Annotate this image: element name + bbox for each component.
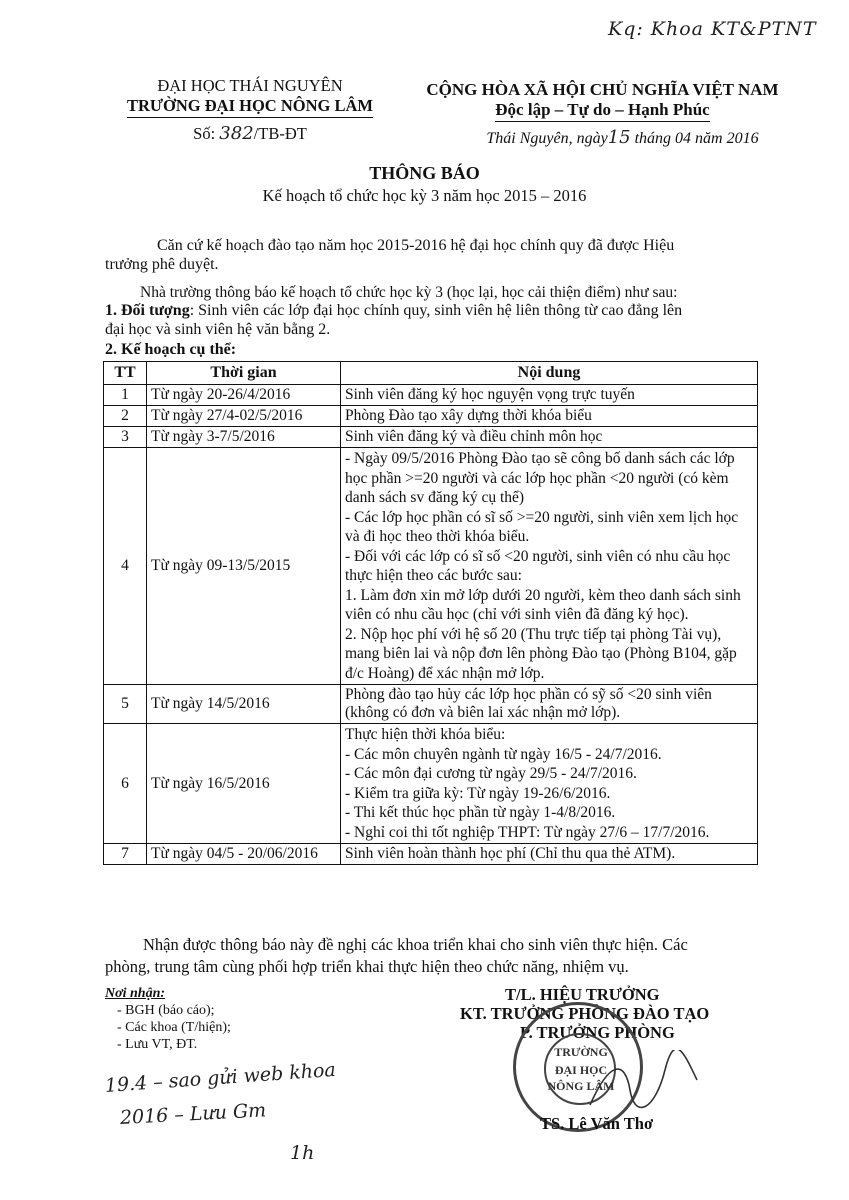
row-number: 4 xyxy=(104,448,147,685)
table-row xyxy=(104,724,758,844)
content-line: Phòng Đào tạo xây dựng thời khóa biểu xyxy=(345,407,592,424)
content-line: Sinh viên đăng ký học nguyện vọng trực tuyến xyxy=(345,386,635,403)
content-line: 2. Nộp học phí với hệ số 20 (Thu trực tiếp tại phòng Tài vụ), mang biên lai và nộp đơn lên phòng Đào tạo (Phòng B104, gặp đ/c Hoàng) để xác nhận mở lớp. xyxy=(345,625,737,682)
table-row xyxy=(104,427,758,448)
country-name: CỘNG HÒA XÃ HỘI CHỦ NGHĨA VIỆT NAM xyxy=(426,80,779,99)
handwritten-note-line-3: 1h xyxy=(290,1142,315,1164)
table-row xyxy=(104,448,758,685)
row-content xyxy=(341,844,758,865)
stamp-line-3: NÔNG LÂM xyxy=(547,1079,615,1093)
header-left xyxy=(105,76,395,144)
row-content xyxy=(341,427,758,448)
signer-name: TS. Lê Văn Thơ xyxy=(540,1114,654,1133)
plan-table xyxy=(103,361,758,865)
row-content xyxy=(341,385,758,406)
row-number: 2 xyxy=(104,406,147,427)
content-line: - Kiểm tra giữa kỳ: Từ ngày 19-26/6/2016. xyxy=(345,784,611,802)
content-line: - Ngày 09/5/2016 Phòng Đào tạo sẽ công bố danh sách các lớp học phần >=20 người và các lớp học phần <20 người (có kèm danh sách sv đăng ký cụ thể) xyxy=(345,450,735,506)
row-content xyxy=(341,685,758,724)
recipient-item: - Các khoa (T/hiện); xyxy=(117,1020,231,1035)
section-1-label: 1. Đối tượng xyxy=(105,302,190,319)
row-number: 6 xyxy=(104,724,147,844)
row-content xyxy=(341,724,758,844)
date-suffix: tháng 04 năm 2016 xyxy=(634,130,759,147)
signature-line-3: P. TRƯỞNG PHÒNG xyxy=(520,1023,675,1042)
closing-line-1: Nhận được thông báo này đề nghị các khoa triển khai cho sinh viên thực hiện. Các xyxy=(143,935,688,954)
table-row xyxy=(104,406,758,427)
document-number xyxy=(105,124,395,144)
section-1-text-b: đại học và sinh viên hệ văn bằng 2. xyxy=(105,321,331,338)
page-subtitle: Kế hoạch tổ chức học kỳ 3 năm học 2015 – 2016 xyxy=(262,186,587,205)
page-title: THÔNG BÁO xyxy=(369,163,480,183)
number-suffix: /TB-ĐT xyxy=(253,124,307,143)
stamp-line-2: ĐẠI HỌC xyxy=(554,1063,608,1077)
table-row xyxy=(104,685,758,724)
motto: Độc lập – Tự do – Hạnh Phúc xyxy=(495,100,709,122)
section-1 xyxy=(105,302,682,320)
row-number: 5 xyxy=(104,685,147,724)
row-time: Từ ngày 04/5 - 20/06/2016 xyxy=(147,844,341,865)
table-row xyxy=(104,385,758,406)
content-line: - Các lớp học phần có sĩ số >=20 người, sinh viên xem lịch học và đi học theo thời khóa biểu. xyxy=(345,508,739,545)
content-line: - Đối với các lớp có sĩ số <20 người, sinh viên có nhu cầu học thực hiện theo các bước sau: xyxy=(345,547,731,584)
recipient-item: - BGH (báo cáo); xyxy=(117,1003,215,1018)
row-time: Từ ngày 16/5/2016 xyxy=(147,724,341,844)
intro-paragraph-2: Nhà trường thông báo kế hoạch tổ chức học kỳ 3 (học lại, học cải thiện điểm) như sau: xyxy=(140,284,678,301)
date-day: 15 xyxy=(607,127,631,148)
row-number: 7 xyxy=(104,844,147,865)
content-line: - Các môn đại cương từ ngày 29/5 - 24/7/2016. xyxy=(345,765,637,782)
section-2-label: 2. Kế hoạch cụ thể: xyxy=(105,341,237,358)
row-time: Từ ngày 20-26/4/2016 xyxy=(147,385,341,406)
row-number: 1 xyxy=(104,385,147,406)
intro-paragraph-1b: trưởng phê duyệt. xyxy=(105,256,219,273)
signature-scribble xyxy=(585,1050,705,1120)
content-line: - Nghỉ coi thi tốt nghiệp THPT: Từ ngày 27/6 – 17/7/2016. xyxy=(345,823,710,841)
content-line: Thực hiện thời khóa biểu: xyxy=(345,726,506,743)
intro-paragraph-1a: Căn cứ kế hoạch đào tạo năm học 2015-2016 hệ đại học chính quy đã được Hiệu xyxy=(157,237,675,254)
row-time: Từ ngày 09-13/5/2015 xyxy=(147,448,341,685)
school-name: TRƯỜNG ĐẠI HỌC NÔNG LÂM xyxy=(127,96,373,118)
handwritten-note-line-2: 2016 – Lưu Gm xyxy=(119,1099,267,1129)
issue-date xyxy=(415,128,790,149)
handwritten-top-note: Kq: Khoa KT&PTNT xyxy=(608,18,817,40)
header-content: Nội dung xyxy=(341,362,758,385)
content-line: Sinh viên hoàn thành học phí (Chỉ thu qua thẻ ATM). xyxy=(345,845,676,862)
number-prefix: Số: xyxy=(193,124,216,143)
date-prefix: Thái Nguyên, ngày xyxy=(486,130,608,147)
row-time: Từ ngày 27/4-02/5/2016 xyxy=(147,406,341,427)
row-number: 3 xyxy=(104,427,147,448)
signature-line-2: KT. TRƯỞNG PHÒNG ĐÀO TẠO xyxy=(460,1004,710,1023)
row-time: Từ ngày 3-7/5/2016 xyxy=(147,427,341,448)
header-right xyxy=(415,80,790,149)
content-line: - Thi kết thúc học phần từ ngày 1-4/8/2016. xyxy=(345,804,616,821)
stamp-line-1: TRƯỜNG xyxy=(554,1045,608,1059)
content-line: - Các môn chuyên ngành từ ngày 16/5 - 24/7/2016. xyxy=(345,745,662,763)
table-header-row xyxy=(104,362,758,385)
row-content xyxy=(341,448,758,685)
content-line: 1. Làm đơn xin mở lớp dưới 20 người, kèm theo danh sách sinh viên có nhu cầu học (chỉ với sinh viên đã đăng ký học). xyxy=(345,586,741,623)
header-tt: TT xyxy=(104,362,147,385)
signature-line-1: T/L. HIỆU TRƯỞNG xyxy=(505,985,660,1004)
handwritten-note-line-1: 19.4 – sao gửi web khoa xyxy=(104,1058,337,1097)
closing-line-2: phòng, trung tâm cùng phối hợp triển khai thực hiện theo chức năng, nhiệm vụ. xyxy=(105,957,629,976)
row-content xyxy=(341,406,758,427)
recipients xyxy=(105,985,231,1053)
number-value: 382 xyxy=(219,123,254,144)
content-line: Phòng đào tạo hủy các lớp học phần có sỹ số <20 sinh viên (không có đơn và biên lai xác nhận mở lớp). xyxy=(345,686,712,721)
recipient-item: - Lưu VT, ĐT. xyxy=(117,1037,198,1052)
table-row xyxy=(104,844,758,865)
row-time: Từ ngày 14/5/2016 xyxy=(147,685,341,724)
section-1-text-a: : Sinh viên các lớp đại học chính quy, sinh viên hệ liên thông từ cao đẳng lên xyxy=(189,302,683,319)
university-name: ĐẠI HỌC THÁI NGUYÊN xyxy=(157,76,343,95)
content-line: Sinh viên đăng ký và điều chỉnh môn học xyxy=(345,428,603,445)
header-time: Thời gian xyxy=(147,362,341,385)
recipients-label: Nơi nhận: xyxy=(105,986,166,1001)
